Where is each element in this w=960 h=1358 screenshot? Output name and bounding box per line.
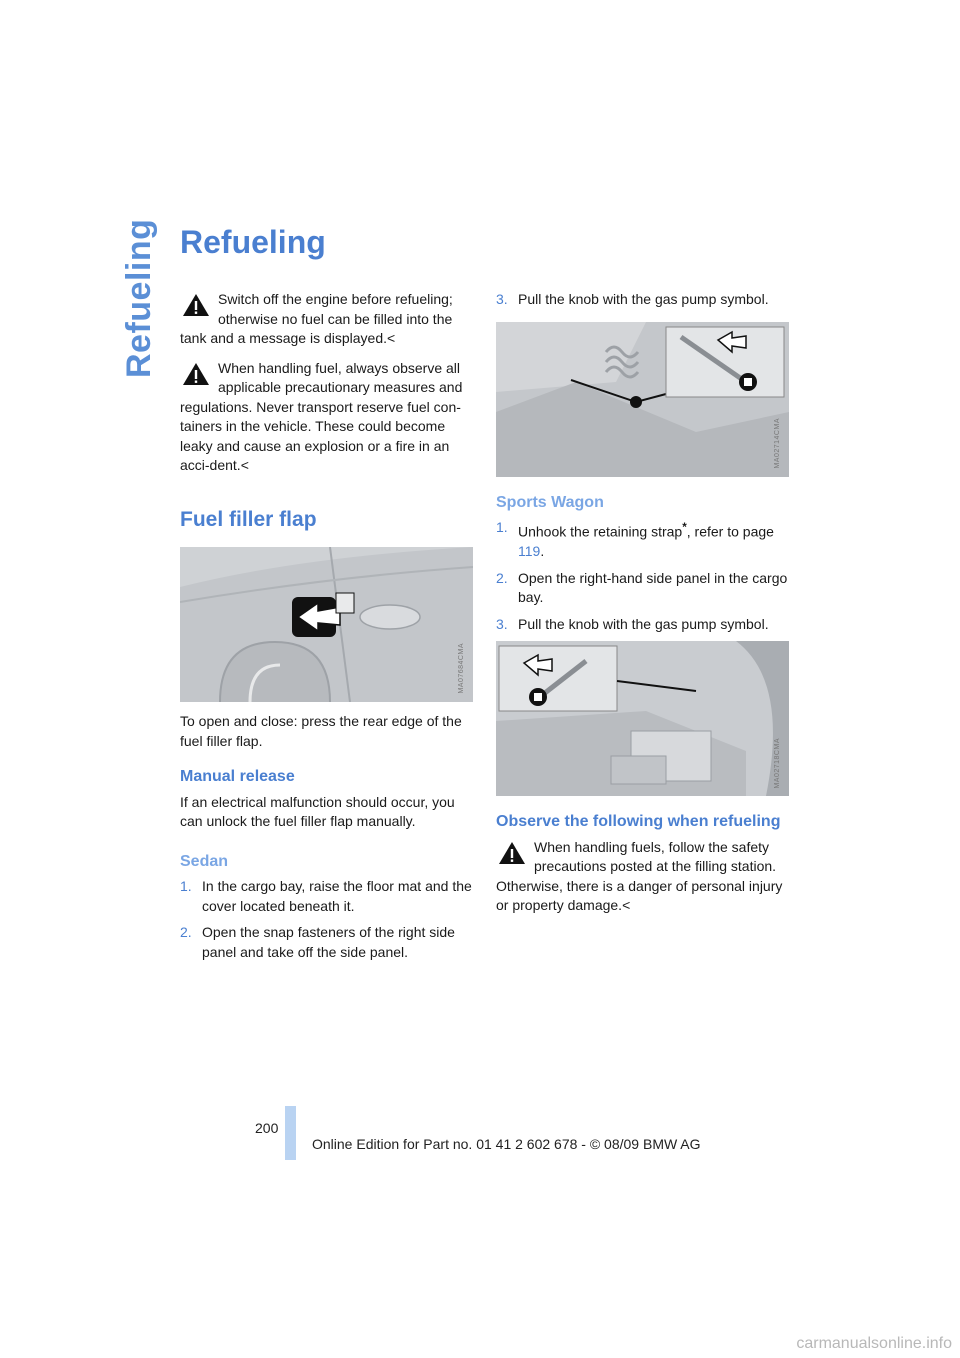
list-item: 1. Unhook the retaining strap*, refer to page 119. — [496, 519, 774, 560]
list-item: 3. Pull the knob with the gas pump symbol. — [496, 291, 769, 307]
car-flap-illustration — [180, 547, 473, 702]
list-item: 2. Open the snap fasteners of the right side panel and take off the side panel. — [180, 924, 455, 960]
warning-text: otherwise no fuel can be filled into the tank and a message is displayed.< — [180, 310, 453, 346]
figure-code: MA02718CMA — [773, 737, 781, 789]
page-number: 200 — [255, 1120, 279, 1136]
warning-text: precautions posted at the filling station. Otherwise, there is a danger of personal injury or property damage.< — [496, 858, 783, 914]
figure-code: MA07684CMA — [457, 643, 465, 694]
warning-engine-off — [180, 290, 475, 349]
list-item: 2. Open the right-hand side panel in the cargo bay. — [496, 569, 788, 606]
flap-instruction: To open and close: press the rear edge of the fuel filler flap. — [180, 713, 462, 749]
page-reference-link[interactable]: 119 — [518, 543, 541, 560]
warning-fuel-handling — [180, 359, 475, 476]
heading-manual-release: Manual release — [180, 768, 295, 785]
watermark[interactable]: carmanualsonline.info — [796, 1335, 952, 1352]
footer-accent-bar — [285, 1106, 296, 1160]
heading-sports-wagon: Sports Wagon — [496, 493, 604, 511]
warning-text: applicable precautionary measures and regulations. Never transport reserve fuel con-tainers in the vehicle. These could become leaky and cause an explosion or a fire in an acci-dent.< — [180, 379, 463, 473]
warning-triangle-icon — [498, 841, 526, 865]
heading-fuel-filler-flap: Fuel filler flap — [180, 507, 317, 531]
sedan-cargo-illustration — [496, 322, 789, 477]
heading-observe-refueling: Observe the following when refueling — [496, 813, 781, 831]
side-section-title: Refueling — [120, 218, 158, 378]
left-column — [180, 290, 475, 969]
warning-lead: When handling fuel, always observe all — [218, 359, 461, 376]
heading-sedan: Sedan — [180, 852, 229, 870]
figure-wagon-cargo-knob — [496, 641, 789, 796]
figure-fuel-filler-flap — [180, 547, 473, 702]
list-item: 3. Pull the knob with the gas pump symbol. — [496, 615, 769, 632]
right-column — [496, 290, 791, 924]
warning-triangle-icon — [182, 362, 210, 386]
list-item: 1. In the cargo bay, raise the floor mat and the cover located beneath it. — [180, 878, 472, 914]
warning-triangle-icon — [182, 293, 210, 317]
manual-release-text: If an electrical malfunction should occur, you can unlock the fuel filler flap manually. — [180, 793, 455, 829]
figure-code: MA02714CMA — [773, 417, 781, 469]
wagon-cargo-illustration — [496, 641, 789, 796]
warning-safety-precautions — [496, 838, 791, 916]
optional-equipment-star: * — [682, 521, 687, 534]
figure-sedan-cargo-knob — [496, 322, 789, 477]
page-title: Refueling — [180, 224, 326, 260]
warning-lead: Switch off the engine before refueling; — [218, 291, 453, 307]
edition-notice: Online Edition for Part no. 01 41 2 602 678 - © 08/09 BMW AG — [312, 1136, 701, 1152]
warning-lead: When handling fuels, follow the safety — [534, 838, 770, 855]
